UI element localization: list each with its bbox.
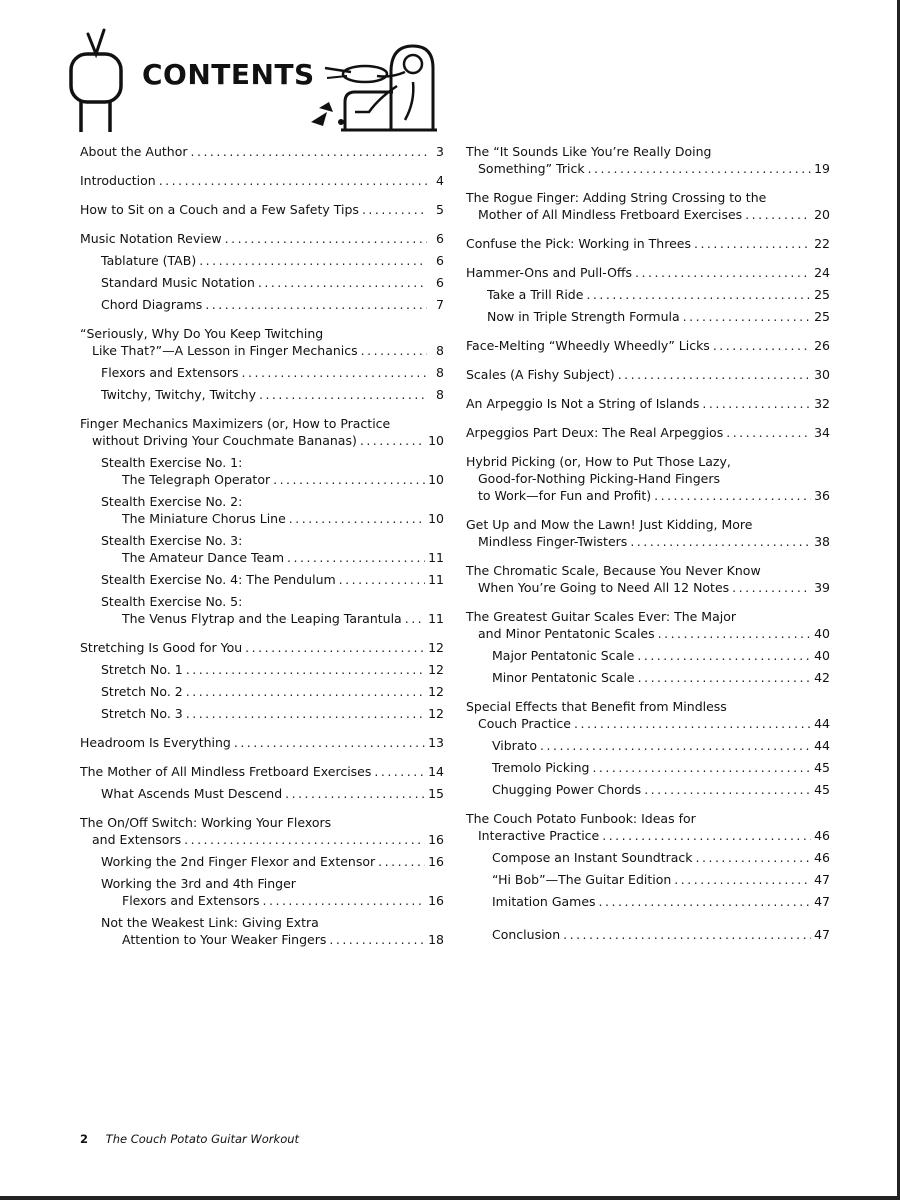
dot-leader xyxy=(186,683,425,700)
toc-entry-title-line: Chugging Power Chords xyxy=(492,782,642,797)
toc-page-number: 12 xyxy=(428,662,444,677)
toc-page-number: 12 xyxy=(428,684,444,699)
toc-entry-title-line: The Chromatic Scale, Because You Never Know xyxy=(466,563,761,578)
toc-entry-title-line: The Telegraph Operator xyxy=(122,472,271,487)
toc-entry[interactable] xyxy=(466,893,830,910)
toc-entry[interactable] xyxy=(466,781,830,798)
dot-leader xyxy=(339,571,425,588)
dot-leader xyxy=(599,893,812,910)
dot-leader xyxy=(263,892,426,909)
toc-entry[interactable] xyxy=(466,366,830,383)
toc-entry[interactable] xyxy=(80,532,444,566)
dot-leader xyxy=(694,235,811,252)
toc-page-number: 14 xyxy=(428,764,444,779)
toc-page-number: 11 xyxy=(428,550,444,565)
toc-entry-title-line: Tremolo Picking xyxy=(492,760,590,775)
toc-entry[interactable] xyxy=(466,926,830,943)
toc-page-number: 45 xyxy=(814,782,830,797)
toc-entry[interactable] xyxy=(466,810,830,844)
toc-entry-title-line: Stretch No. 2 xyxy=(101,684,183,699)
footer-book-title: The Couch Potato Guitar Workout xyxy=(105,1132,300,1146)
toc-entry[interactable] xyxy=(466,647,830,664)
toc-page-number: 40 xyxy=(814,648,830,663)
toc-page-number: 5 xyxy=(436,202,444,217)
toc-page-number: 47 xyxy=(814,927,830,942)
toc-entry-title-line: About the Author xyxy=(80,144,188,159)
toc-entry[interactable] xyxy=(80,454,444,488)
dot-leader xyxy=(713,337,811,354)
toc-entry-title-line: Interactive Practice xyxy=(478,828,600,843)
toc-entry[interactable] xyxy=(466,608,830,642)
toc-entry[interactable] xyxy=(466,698,830,732)
toc-page-number: 16 xyxy=(428,832,444,847)
toc-entry[interactable] xyxy=(80,875,444,909)
toc-page-number: 13 xyxy=(428,735,444,750)
toc-entry[interactable] xyxy=(80,172,444,189)
toc-entry-title-line: The Rogue Finger: Adding String Crossing to the xyxy=(466,190,767,205)
toc-entry-title-line: The Amateur Dance Team xyxy=(122,550,285,565)
toc-page-number: 8 xyxy=(436,365,444,380)
dot-leader xyxy=(702,395,811,412)
toc-entry-title-line: and Extensors xyxy=(92,832,182,847)
toc-entry-title-line: Imitation Games xyxy=(492,894,596,909)
toc-entry[interactable] xyxy=(80,593,444,627)
toc-entry-title-line: Like That?”—A Lesson in Finger Mechanics xyxy=(92,343,358,358)
page-title: CONTENTS xyxy=(142,58,315,91)
toc-entry[interactable] xyxy=(466,871,830,888)
toc-page-number: 12 xyxy=(428,640,444,655)
toc-entry-title-line: Attention to Your Weaker Fingers xyxy=(122,932,327,947)
toc-entry-title-line: Conclusion xyxy=(492,927,561,942)
footer-page-number: 2 xyxy=(80,1132,89,1146)
toc-entry[interactable] xyxy=(80,661,444,678)
toc-entry-title-line: The Venus Flytrap and the Leaping Tarantula xyxy=(122,611,402,626)
dot-leader xyxy=(360,432,425,449)
toc-page-number: 25 xyxy=(814,309,830,324)
dot-leader xyxy=(540,737,811,754)
toc-entry-title-line: Not the Weakest Link: Giving Extra xyxy=(101,915,319,930)
dot-leader xyxy=(186,661,425,678)
dot-leader xyxy=(205,296,427,313)
toc-entry-title-line: Special Effects that Benefit from Mindless xyxy=(466,699,727,714)
toc-entry[interactable] xyxy=(80,143,444,160)
dot-leader xyxy=(644,781,811,798)
toc-page-number: 15 xyxy=(428,786,444,801)
toc-page-number: 19 xyxy=(814,161,830,176)
toc-entry-title-line: Couch Practice xyxy=(478,716,571,731)
toc-page-number: 44 xyxy=(814,716,830,731)
dot-leader xyxy=(696,849,812,866)
toc-entry-title-line: to Work—for Fun and Profit) xyxy=(478,488,652,503)
toc-page-number: 6 xyxy=(436,275,444,290)
toc-page-number: 30 xyxy=(814,367,830,382)
toc-entry-title-line: “Hi Bob”—The Guitar Edition xyxy=(492,872,672,887)
toc-page-number: 39 xyxy=(814,580,830,595)
toc-entry[interactable] xyxy=(80,493,444,527)
toc-entry-title-line: Flexors and Extensors xyxy=(101,365,239,380)
toc-entry[interactable] xyxy=(80,325,444,359)
dot-leader xyxy=(658,625,811,642)
toc-entry-title-line: Introduction xyxy=(80,173,156,188)
toc-entry-title-line: Stealth Exercise No. 1: xyxy=(101,455,243,470)
toc-entry[interactable] xyxy=(466,759,830,776)
toc-column-right xyxy=(466,143,830,943)
toc-page-number: 3 xyxy=(436,144,444,159)
toc-entry-title-line: Vibrato xyxy=(492,738,538,753)
toc-column-left xyxy=(80,143,444,948)
dot-leader xyxy=(362,201,427,218)
toc-entry-title-line: Stealth Exercise No. 4: The Pendulum xyxy=(101,572,336,587)
toc-page-number: 45 xyxy=(814,760,830,775)
dot-leader xyxy=(258,274,427,291)
toc-page-number: 4 xyxy=(436,173,444,188)
toc-entry-title-line: Get Up and Mow the Lawn! Just Kidding, More xyxy=(466,517,753,532)
dot-leader xyxy=(287,549,425,566)
dot-leader xyxy=(245,639,425,656)
toc-entry[interactable] xyxy=(466,849,830,866)
toc-entry-title-line: Stealth Exercise No. 2: xyxy=(101,494,243,509)
toc-page-number: 46 xyxy=(814,850,830,865)
toc-page-number: 6 xyxy=(436,231,444,246)
dot-leader xyxy=(674,871,811,888)
toc-entry-title-line: Twitchy, Twitchy, Twitchy xyxy=(101,387,256,402)
toc-page-number: 16 xyxy=(428,893,444,908)
toc-page-number: 8 xyxy=(436,387,444,402)
toc-entry-title-line: Stretch No. 1 xyxy=(101,662,183,677)
toc-entry[interactable] xyxy=(466,516,830,550)
dot-leader xyxy=(242,364,427,381)
tv-icon xyxy=(66,28,126,134)
toc-entry-title-line: Working the 3rd and 4th Finger xyxy=(101,876,296,891)
toc-entry-title-line: Compose an Instant Soundtrack xyxy=(492,850,693,865)
toc-entry[interactable] xyxy=(466,424,830,441)
dot-leader xyxy=(234,734,425,751)
toc-entry[interactable] xyxy=(466,264,830,281)
toc-page-number: 8 xyxy=(436,343,444,358)
toc-page-number: 11 xyxy=(428,611,444,626)
toc-entry-title-line: Stealth Exercise No. 5: xyxy=(101,594,243,609)
toc-entry[interactable] xyxy=(80,734,444,751)
toc-entry-title-line: Headroom Is Everything xyxy=(80,735,231,750)
toc-page-number: 47 xyxy=(814,872,830,887)
toc-page-number: 47 xyxy=(814,894,830,909)
toc-entry[interactable] xyxy=(466,737,830,754)
toc-entry[interactable] xyxy=(80,230,444,247)
toc-entry[interactable] xyxy=(466,453,830,504)
dot-leader xyxy=(637,647,811,664)
toc-entry[interactable] xyxy=(466,669,830,686)
dot-leader xyxy=(361,342,427,359)
dot-leader xyxy=(225,230,427,247)
toc-entry[interactable] xyxy=(80,201,444,218)
dot-leader xyxy=(654,487,811,504)
dot-leader xyxy=(289,510,425,527)
dot-leader xyxy=(405,610,425,627)
toc-page-number: 10 xyxy=(428,433,444,448)
dot-leader xyxy=(586,286,811,303)
dot-leader xyxy=(285,785,425,802)
toc-entry[interactable] xyxy=(466,143,830,177)
toc-entry-title-line: Arpeggios Part Deux: The Real Arpeggios xyxy=(466,425,724,440)
toc-entry-title-line: Take a Trill Ride xyxy=(487,287,584,302)
toc-entry[interactable] xyxy=(80,914,444,948)
toc-page-number: 46 xyxy=(814,828,830,843)
toc-entry[interactable] xyxy=(80,785,444,802)
toc-entry-title-line: The Greatest Guitar Scales Ever: The Major xyxy=(466,609,736,624)
toc-page-number: 34 xyxy=(814,425,830,440)
toc-entry-title-line: The “It Sounds Like You’re Really Doing xyxy=(466,144,712,159)
dot-leader xyxy=(191,143,427,160)
toc-entry-title-line: Finger Mechanics Maximizers (or, How to Practice xyxy=(80,416,391,431)
toc-page-number: 40 xyxy=(814,626,830,641)
toc-entry[interactable] xyxy=(80,386,444,403)
dot-leader xyxy=(184,831,425,848)
dot-leader xyxy=(574,715,811,732)
toc-page-number: 20 xyxy=(814,207,830,222)
toc-entry[interactable] xyxy=(80,639,444,656)
toc-entry-title-line: Tablature (TAB) xyxy=(101,253,197,268)
toc-page-number: 16 xyxy=(428,854,444,869)
toc-entry-title-line: Now in Triple Strength Formula xyxy=(487,309,680,324)
toc-entry-title-line: Flexors and Extensors xyxy=(122,893,260,908)
toc-entry-title-line: When You’re Going to Need All 12 Notes xyxy=(478,580,730,595)
toc-page-number: 22 xyxy=(814,236,830,251)
toc-entry[interactable] xyxy=(80,763,444,780)
toc-page-number: 10 xyxy=(428,472,444,487)
toc-page-number: 36 xyxy=(814,488,830,503)
toc-entry-title-line: Something” Trick xyxy=(478,161,585,176)
toc-entry-title-line: Confuse the Pick: Working in Threes xyxy=(466,236,691,251)
toc-entry[interactable] xyxy=(80,705,444,722)
toc-entry-title-line: Working the 2nd Finger Flexor and Extensor xyxy=(101,854,376,869)
toc-entry-title-line: Stretching Is Good for You xyxy=(80,640,243,655)
toc-page-number: 42 xyxy=(814,670,830,685)
dot-leader xyxy=(602,827,811,844)
dot-leader xyxy=(588,160,812,177)
dot-leader xyxy=(563,926,811,943)
toc-page-number: 32 xyxy=(814,396,830,411)
toc-entry[interactable] xyxy=(80,364,444,381)
toc-entry-title-line: Mother of All Mindless Fretboard Exercises xyxy=(478,207,743,222)
dot-leader xyxy=(683,308,811,325)
toc-entry[interactable] xyxy=(80,853,444,870)
toc-page-number: 26 xyxy=(814,338,830,353)
toc-entry[interactable] xyxy=(80,252,444,269)
toc-entry-title-line: Music Notation Review xyxy=(80,231,222,246)
dot-leader xyxy=(618,366,811,383)
toc-entry-title-line: without Driving Your Couchmate Bananas) xyxy=(92,433,357,448)
toc-entry-title-line: The On/Off Switch: Working Your Flexors xyxy=(80,815,332,830)
toc-entry-title-line: The Mother of All Mindless Fretboard Exercises xyxy=(80,764,372,779)
toc-entry-title-line: An Arpeggio Is Not a String of Islands xyxy=(466,396,700,411)
contents-header xyxy=(60,28,480,138)
toc-page-number: 11 xyxy=(428,572,444,587)
dot-leader xyxy=(745,206,811,223)
dot-leader xyxy=(635,264,811,281)
toc-entry-title-line: and Minor Pentatonic Scales xyxy=(478,626,655,641)
toc-entry[interactable] xyxy=(466,235,830,252)
dot-leader xyxy=(638,669,811,686)
dot-leader xyxy=(374,763,425,780)
toc-page-number: 18 xyxy=(428,932,444,947)
dot-leader xyxy=(726,424,811,441)
page-edge-bottom xyxy=(0,1196,900,1200)
toc-entry[interactable] xyxy=(80,683,444,700)
toc-entry-title-line: What Ascends Must Descend xyxy=(101,786,283,801)
toc-entry[interactable] xyxy=(466,337,830,354)
toc-entry[interactable] xyxy=(466,189,830,223)
toc-entry-title-line: Standard Music Notation xyxy=(101,275,255,290)
toc-entry-title-line: Scales (A Fishy Subject) xyxy=(466,367,615,382)
toc-entry[interactable] xyxy=(80,296,444,313)
toc-page-number: 10 xyxy=(428,511,444,526)
toc-entry[interactable] xyxy=(80,571,444,588)
toc-page-number: 12 xyxy=(428,706,444,721)
toc-entry-title-line: Stealth Exercise No. 3: xyxy=(101,533,243,548)
toc-entry-title-line: Stretch No. 3 xyxy=(101,706,183,721)
dot-leader xyxy=(259,386,427,403)
toc-page-number: 38 xyxy=(814,534,830,549)
toc-page-number: 6 xyxy=(436,253,444,268)
toc-page-number: 7 xyxy=(436,297,444,312)
toc-entry-title-line: Chord Diagrams xyxy=(101,297,203,312)
dot-leader xyxy=(592,759,811,776)
toc-entry-title-line: Hybrid Picking (or, How to Put Those Lazy, xyxy=(466,454,731,469)
toc-entry-title-line: Good-for-Nothing Picking-Hand Fingers xyxy=(478,471,720,486)
toc-entry-title-line: Face-Melting “Wheedly Wheedly” Licks xyxy=(466,338,710,353)
dot-leader xyxy=(732,579,811,596)
toc-entry[interactable] xyxy=(466,562,830,596)
toc-entry-title-line: How to Sit on a Couch and a Few Safety Tips xyxy=(80,202,359,217)
dot-leader xyxy=(273,471,425,488)
dot-leader xyxy=(329,931,425,948)
toc-entry-title-line: Hammer-Ons and Pull-Offs xyxy=(466,265,633,280)
toc-entry[interactable] xyxy=(80,274,444,291)
toc-entry[interactable] xyxy=(80,814,444,848)
dot-leader xyxy=(378,853,425,870)
toc-entry[interactable] xyxy=(466,395,830,412)
toc-entry[interactable] xyxy=(466,308,830,325)
toc-entry-title-line: “Seriously, Why Do You Keep Twitching xyxy=(80,326,324,341)
page-footer xyxy=(80,1132,299,1146)
dot-leader xyxy=(630,533,811,550)
dot-leader xyxy=(186,705,425,722)
toc-entry[interactable] xyxy=(80,415,444,449)
dot-leader xyxy=(199,252,427,269)
toc-page-number: 44 xyxy=(814,738,830,753)
dot-leader xyxy=(159,172,427,189)
toc-entry-title-line: The Miniature Chorus Line xyxy=(122,511,286,526)
toc-entry[interactable] xyxy=(466,286,830,303)
toc-entry-title-line: The Couch Potato Funbook: Ideas for xyxy=(466,811,696,826)
toc-page-number: 24 xyxy=(814,265,830,280)
toc-entry-title-line: Mindless Finger-Twisters xyxy=(478,534,628,549)
toc-entry-title-line: Major Pentatonic Scale xyxy=(492,648,635,663)
couch-potato-icon xyxy=(305,42,445,132)
toc-page-number: 25 xyxy=(814,287,830,302)
toc-entry-title-line: Minor Pentatonic Scale xyxy=(492,670,635,685)
